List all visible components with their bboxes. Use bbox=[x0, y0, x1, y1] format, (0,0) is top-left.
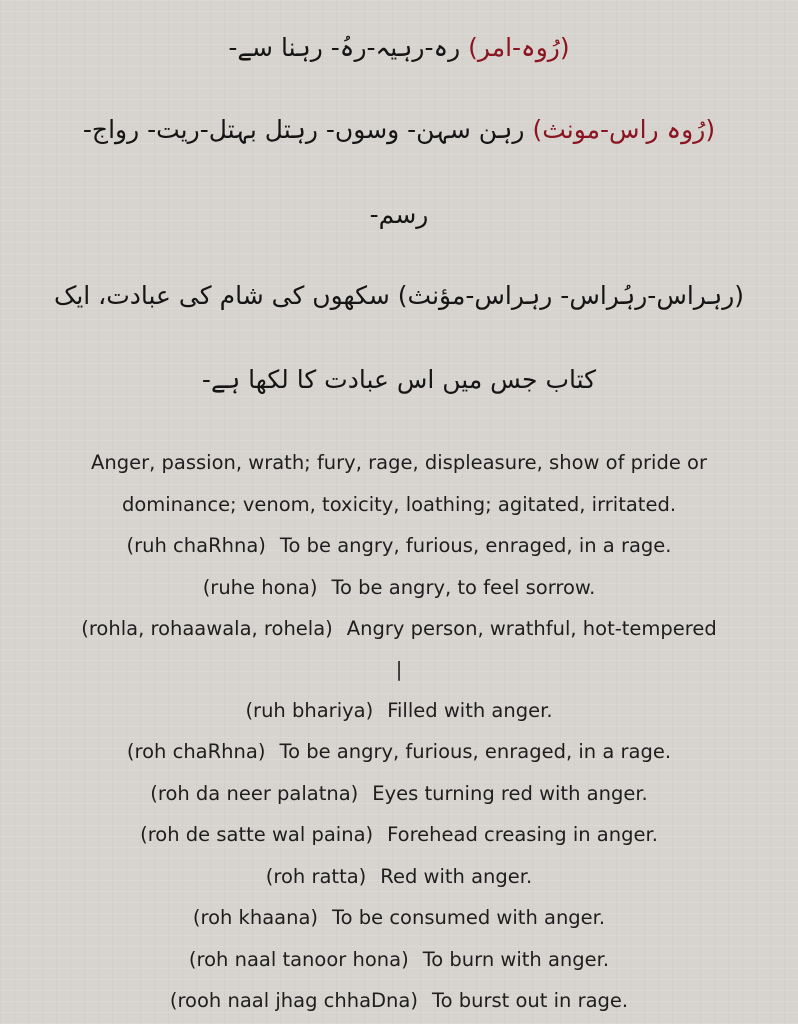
idiom-entry bbox=[0, 690, 798, 732]
urdu-line-1 bbox=[0, 28, 798, 68]
urdu-line-3 bbox=[0, 195, 798, 235]
idiom-entry bbox=[0, 980, 798, 1022]
idiom-entry-continuation bbox=[0, 650, 798, 690]
idiom-meaning: To be angry, furious, enraged, in a rage. bbox=[279, 534, 672, 557]
idiom-meaning: | bbox=[395, 657, 403, 681]
idiom-phrase: (roh de satte wal paina) bbox=[140, 823, 374, 846]
idiom-phrase: (roh naal tanoor hona) bbox=[188, 947, 409, 971]
idiom-meaning: To be angry, to feel sorrow. bbox=[331, 575, 596, 599]
idiom-meaning: To be consumed with anger. bbox=[332, 906, 606, 929]
urdu-definition-4: سکھوں کی شام کی عبادت، ایک bbox=[53, 281, 390, 310]
definition-line: dominance; venom, toxicity, loathing; agitated, irritated. bbox=[121, 492, 677, 516]
urdu-definition-3: رسم- bbox=[369, 200, 429, 229]
idiom-meaning: To be angry, furious, enraged, in a rage. bbox=[279, 740, 672, 763]
english-definitions bbox=[0, 442, 798, 1022]
idiom-entry bbox=[0, 897, 798, 939]
idiom-entry bbox=[0, 939, 798, 981]
urdu-grammar-label-1: (رُوہ-امر) bbox=[468, 33, 570, 62]
urdu-grammar-label-2: (رُوہ راس-مونث) bbox=[532, 115, 716, 144]
idiom-meaning: Eyes turning red with anger. bbox=[372, 781, 648, 805]
urdu-line-4 bbox=[0, 276, 798, 316]
urdu-grammar-label-4: (رہراس-رہُراس- رہراس-مؤنث) bbox=[397, 281, 745, 310]
idiom-entry bbox=[0, 731, 798, 773]
idiom-entry bbox=[0, 608, 798, 650]
urdu-line-5 bbox=[0, 360, 798, 400]
idiom-entry bbox=[0, 856, 798, 898]
idiom-entry bbox=[0, 773, 798, 815]
idiom-meaning: Forehead creasing in anger. bbox=[387, 823, 658, 846]
idiom-phrase: (ruh bhariya) bbox=[245, 698, 374, 722]
idiom-phrase: (ruh chaRhna) bbox=[126, 534, 266, 557]
idiom-phrase: (rooh naal jhag chhaDna) bbox=[169, 989, 418, 1012]
urdu-definition-5: کتاب جس میں اس عبادت کا لکھا ہے- bbox=[201, 365, 597, 394]
urdu-definition-2: رہن سہن- وسوں- رہتل بہتل-ریت- رواج- bbox=[82, 115, 525, 144]
idiom-meaning: To burn with anger. bbox=[422, 947, 610, 971]
urdu-definition-1: رہ-رہیہ-رہُ- رہنا سے- bbox=[228, 33, 461, 62]
idiom-phrase: (roh khaana) bbox=[192, 906, 319, 929]
idiom-phrase: (ruhe hona) bbox=[202, 575, 318, 599]
idiom-phrase: (rohla, rohaawala, rohela) bbox=[81, 617, 333, 640]
idiom-phrase: (roh chaRhna) bbox=[126, 740, 266, 763]
idiom-phrase: (roh ratta) bbox=[265, 864, 367, 888]
idiom-phrase: (roh da neer palatna) bbox=[150, 781, 359, 805]
idiom-meaning: Angry person, wrathful, hot-tempered bbox=[346, 617, 717, 640]
idiom-meaning: Filled with anger. bbox=[387, 698, 553, 722]
idiom-entry bbox=[0, 567, 798, 609]
urdu-line-2 bbox=[0, 110, 798, 150]
idiom-meaning: Red with anger. bbox=[380, 864, 533, 888]
idiom-entry bbox=[0, 525, 798, 567]
idiom-meaning: To burst out in rage. bbox=[431, 989, 629, 1012]
idiom-entry bbox=[0, 814, 798, 856]
definition-line: Anger, passion, wrath; fury, rage, displeasure, show of pride or bbox=[91, 451, 707, 474]
